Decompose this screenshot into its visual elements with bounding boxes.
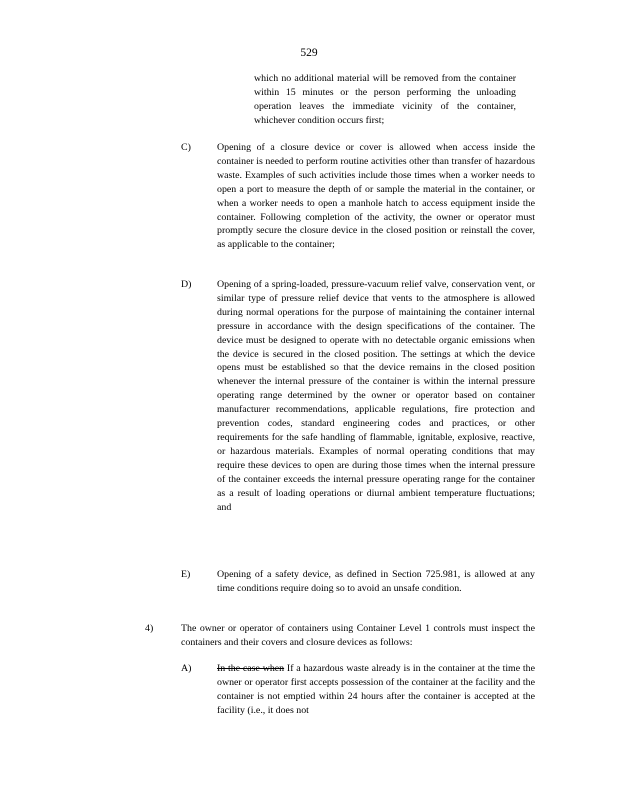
sub-a-marker: A)	[181, 663, 192, 674]
inserted-text: If	[286, 663, 294, 674]
section-4-marker: 4)	[145, 623, 154, 634]
page-number: 529	[300, 47, 318, 59]
sub-a-paragraph	[217, 662, 535, 718]
section-4-paragraph: The owner or operator of containers using Container Level 1 controls must inspect the containers and their covers and closure devices as follows:	[181, 623, 535, 648]
item-d-marker: D)	[181, 279, 192, 290]
sub-a-text: a hazardous waste already is in the container at the time the owner or operator first accepts possession of the container at the facility and the container is not emptied within 24 hours after the container is accepted at the facility (i.e., it does not	[217, 663, 535, 716]
item-c-paragraph: Opening of a closure device or cover is allowed when access inside the container is needed to perform routine activities other than transfer of hazardous waste. Examples of such activities include those times when a worker needs to open a port to measure the depth of or sample the material in the container, or when a worker needs to open a manhole hatch to access equipment inside the container. Following completion of the activity, the owner or operator must promptly secure the closure device in the closed position or reinstall the cover, as applicable to the container;	[217, 142, 535, 251]
item-d-paragraph: Opening of a spring-loaded, pressure-vacuum relief valve, conservation vent, or similar type of pressure relief device that vents to the atmosphere is allowed during normal operations for the purpose of maintaining the container internal pressure in accordance with the design specifications of the container. The device must be designed to operate with no detectable organic emissions when the device is secured in the closed position. The settings at which the device opens must be established so that the device remains in the closed position whenever the internal pressure of the container is within the internal pressure operating range determined by the owner or operator based on container manufacturer recommendations, applicable regulations, fire protection and prevention codes, standard engineering codes and practices, or other requirements for the safe handling of flammable, ignitable, explosive, reactive, or hazardous materials. Examples of normal operating conditions that may require these devices to open are during those times when the internal pressure of the container exceeds the internal pressure operating range for the container as a result of loading operations or diurnal ambient temperature fluctuations; and	[217, 279, 535, 513]
continuation-paragraph: which no additional material will be removed from the container within 15 minutes or the person performing the unloading operation leaves the immediate vicinity of the container, whichever condition occurs first;	[254, 73, 516, 126]
item-c-marker: C)	[181, 142, 191, 153]
item-e-marker: E)	[181, 569, 191, 580]
struck-text: In the case when	[217, 663, 285, 674]
item-e-paragraph: Opening of a safety device, as defined in Section 725.981, is allowed at any time conditions require doing so to avoid an unsafe condition.	[217, 569, 535, 594]
